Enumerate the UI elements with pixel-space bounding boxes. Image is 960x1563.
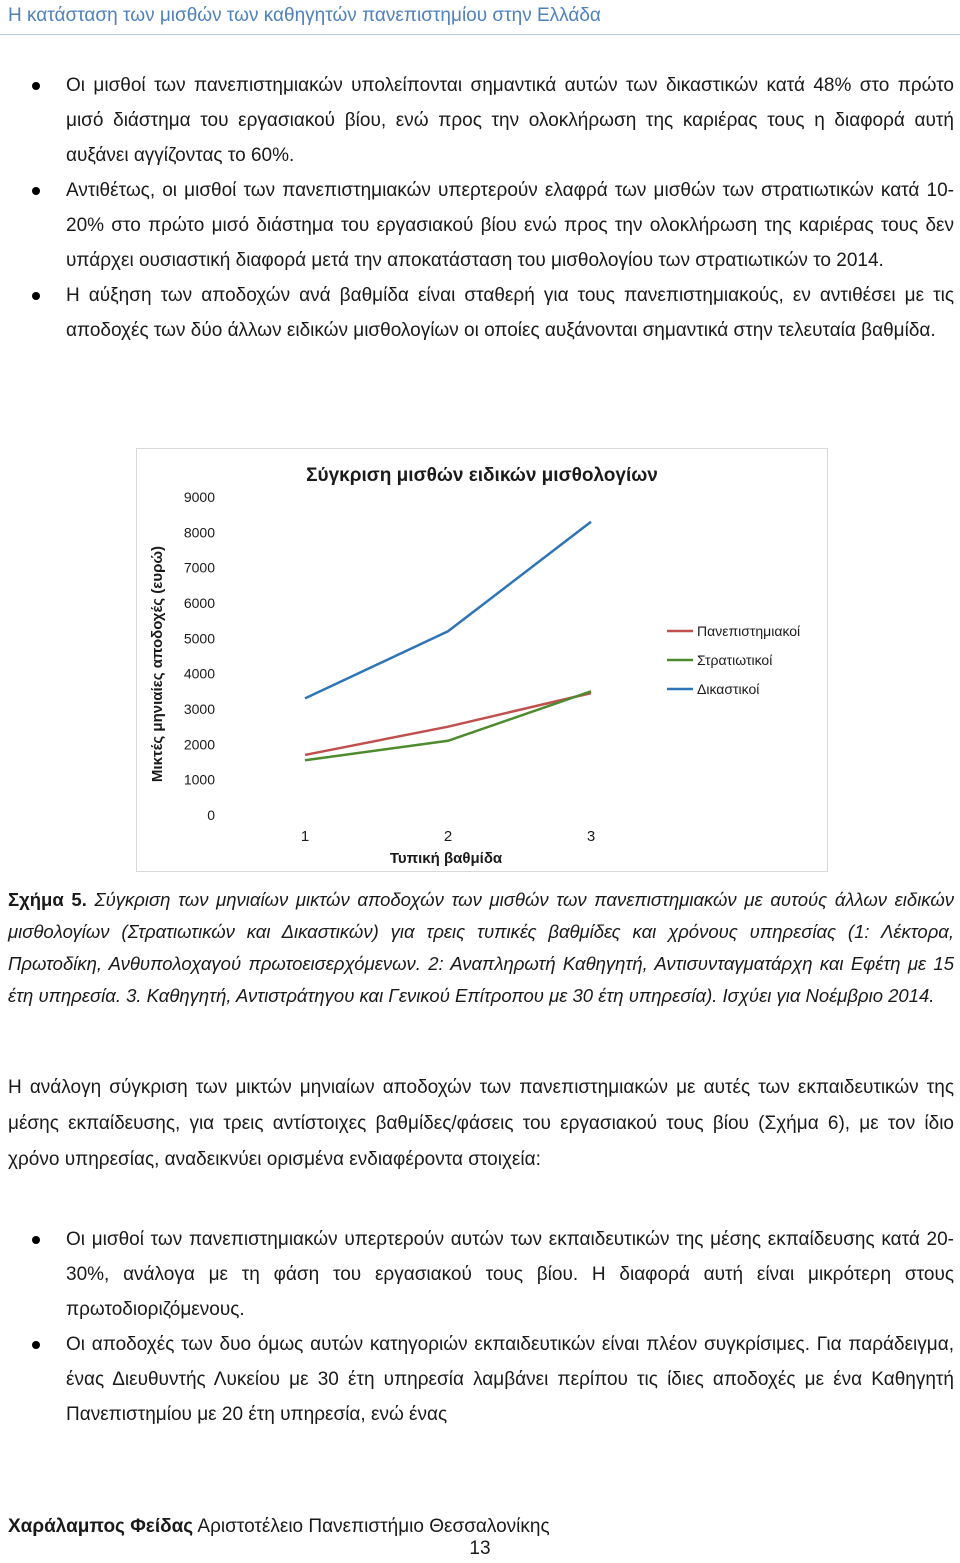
header-title: Η κατάσταση των μισθών των καθηγητών πανεπιστημίου στην Ελλάδα	[8, 5, 601, 26]
bullet-list-bottom	[32, 1222, 954, 1432]
bullet-list-top	[32, 68, 954, 348]
y-tick-label: 3000	[183, 701, 215, 717]
bullet-text: Η αύξηση των αποδοχών ανά βαθμίδα είναι σταθερή για τους πανεπιστημιακούς, εν αντιθέσει με τις αποδοχές των δύο άλλων ειδικών μισθολογίων οι οποίες αυξάνονται σημαντικά στην τελευταία βαθμίδα.	[66, 285, 954, 341]
page-footer	[8, 1516, 550, 1538]
chart-canvas	[137, 449, 827, 871]
y-tick-label: 7000	[183, 559, 215, 576]
caption-label: Σχήμα 5.	[8, 889, 87, 910]
bullet-text: Οι μισθοί των πανεπιστημιακών υπερτερούν αυτών των εκπαιδευτικών της μέσης εκπαίδευσης κατά 20-30%, ανάλογα με τη φάση του εργασιακού τους βίου. Η διαφορά αυτή είναι μικρότερη στους πρωτοδιοριζόμενους.	[66, 1229, 954, 1320]
page-number: 13	[469, 1538, 491, 1559]
list-item	[32, 173, 954, 278]
bullet-icon	[32, 1236, 40, 1244]
list-item	[32, 278, 954, 348]
y-tick-label: 9000	[183, 489, 215, 505]
bullet-icon	[32, 292, 40, 300]
footer-author: Χαράλαμπος Φείδας	[8, 1516, 194, 1537]
bullet-text: Αντιθέτως, οι μισθοί των πανεπιστημιακών υπερτερούν ελαφρά των μισθών των στρατιωτικών κατά 10-20% στο πρώτο μισό διάστημα του εργασιακού βίου ενώ προς την ολοκλήρωση της καριέρας τους δεν υπάρχει ουσιαστική διαφορά μετά την αποκατάσταση του μισθολογίου των στρατιωτικών το 2014.	[66, 180, 954, 271]
bullet-icon	[32, 82, 40, 90]
figure-caption	[8, 884, 954, 1012]
bullet-text: Οι μισθοί των πανεπιστημιακών υπολείπονται σημαντικά αυτών των δικαστικών κατά 48% στο πρώτο μισό διάστημα του εργασιακού βίου, ενώ προς την ολοκλήρωση της καριέρας τους η διαφορά αυτή αυξάνει αγγίζοντας το 60%.	[66, 75, 954, 166]
list-item	[32, 1327, 954, 1432]
page-header	[0, 0, 960, 35]
y-tick-label: 1000	[183, 771, 215, 788]
series-line-Πανεπιστημιακοί	[305, 693, 591, 755]
legend-label: Στρατιωτικοί	[697, 652, 773, 668]
bullet-icon	[32, 187, 40, 195]
body-paragraph: Η ανάλογη σύγκριση των μικτών μηνιαίων αποδοχών των πανεπιστημιακών με αυτές των εκπαιδευτικών της μέσης εκπαίδευσης, για τρεις αντίστοιχες βαθμίδες/φάσεις του εργασιακού τους βίου (Σχήμα 6), με τον ίδιο χρόνο υπηρεσίας, αναδεικνύει ορισμένα ενδιαφέροντα στοιχεία:	[8, 1077, 954, 1170]
y-tick-label: 0	[207, 807, 215, 823]
y-tick-label: 6000	[183, 595, 215, 611]
list-item	[32, 1222, 954, 1327]
bullet-text: Οι αποδοχές των δυο όμως αυτών κατηγοριών εκπαιδευτικών είναι πλέον συγκρίσιμες. Για παράδειγμα, ένας Διευθυντής Λυκείου με 30 έτη υπηρεσία λαμβάνει περίπου τις ίδιες αποδοχές με ένα Καθηγητή Πανεπιστημίου με 20 έτη υπηρεσία, ενώ ένας	[66, 1334, 954, 1425]
legend-label: Δικαστικοί	[697, 681, 760, 697]
y-tick-label: 5000	[183, 630, 215, 647]
y-axis-label: Μικτές μηνιαίες αποδοχές (ευρώ)	[149, 545, 166, 783]
y-tick-label: 4000	[183, 665, 215, 682]
legend-label: Πανεπιστημιακοί	[697, 623, 801, 639]
x-axis-label: Τυπική βαθμίδα	[389, 850, 503, 867]
salary-chart	[136, 448, 828, 872]
x-tick-label: 2	[443, 828, 453, 845]
caption-text: Σύγκριση των μηνιαίων μικτών αποδοχών των μισθών των πανεπιστημιακών με αυτούς άλλων ειδικών μισθολογίων (Στρατιωτικών και Δικαστικών) για τρεις τυπικές βαθμίδες και χρόνους υπηρεσίας (1: Λέκτορα, Πρωτοδίκη, Ανθυπολοχαγού πρωτοεισερχόμενων. 2: Αναπληρωτή Καθηγητή, Αντισυνταγματάρχη και Εφέτη με 15 έτη υπηρεσία. 3. Καθηγητή, Αντιστράτηγου και Γενικού Επίτροπου με 30 έτη υπηρεσία). Ισχύει για Νοέμβριο 2014.	[8, 889, 954, 1006]
series-line-Δικαστικοί	[305, 522, 591, 699]
y-tick-label: 2000	[183, 736, 215, 753]
footer-affiliation: Αριστοτέλειο Πανεπιστήμιο Θεσσαλονίκης	[193, 1516, 550, 1537]
x-tick-label: 3	[586, 828, 596, 845]
chart-title: Σύγκριση μισθών ειδικών μισθολογίων	[306, 465, 658, 486]
list-item	[32, 68, 954, 173]
bullet-icon	[32, 1341, 40, 1349]
x-tick-label: 1	[300, 828, 310, 845]
y-tick-label: 8000	[183, 524, 215, 541]
